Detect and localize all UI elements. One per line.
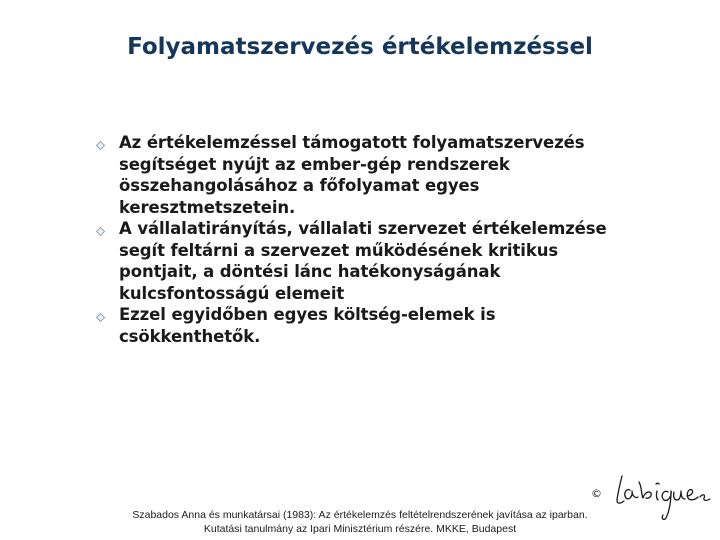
bullet-text: A vállalatirányítás, vállalati szervezet értékelemzése segít feltárni a szervezet működésének kritikus pontjait, a döntési lánc hatékonyságának kulcsfontosságú elemeit	[119, 219, 607, 303]
bullet-list	[0, 132, 720, 347]
slide-title: Folyamatszervezés értékelemzéssel	[127, 34, 593, 60]
bullet-text: Ezzel egyidőben egyes költség-elemek is csökkenthetők.	[119, 305, 496, 346]
bullet-item	[0, 132, 639, 218]
footnote	[0, 508, 720, 536]
bullet-item	[0, 304, 639, 347]
footnote-line-1: Szabados Anna és munkatársai (1983): Az értékelemzés feltételrendszerének javítása az iparban.	[132, 509, 588, 521]
diamond-bullet-icon	[96, 227, 105, 236]
footnote-line-2: Kutatási tanulmány az Ipari Minisztérium részére. MKKE, Budapest	[203, 523, 517, 535]
bullet-item	[0, 218, 639, 304]
bullet-text: Az értékelemzéssel támogatott folyamatszervezés segítséget nyújt az ember-gép rendszerek összehangolásához a főfolyamat egyes keresztmetszetein.	[119, 133, 585, 217]
diamond-bullet-icon	[96, 141, 105, 150]
diamond-bullet-icon	[96, 313, 105, 322]
copyright-symbol: ©	[591, 487, 602, 500]
